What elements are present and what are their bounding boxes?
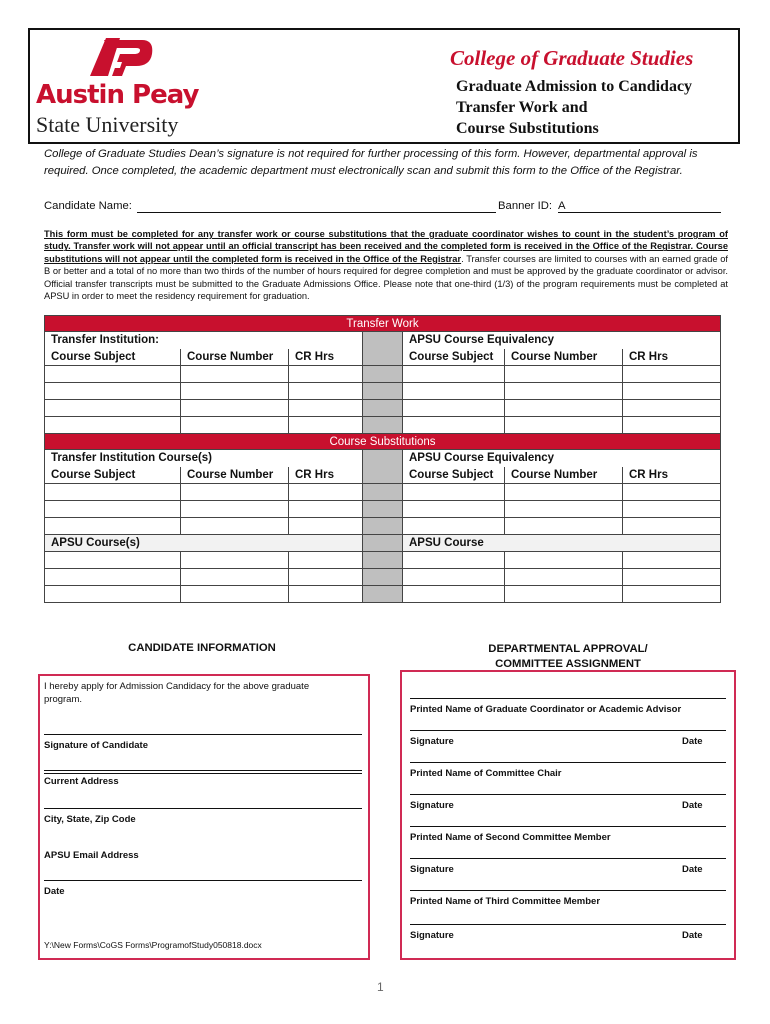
col-course-subject: Course Subject xyxy=(45,349,181,366)
coordinator-signature-label: Signature xyxy=(410,736,454,747)
table-row xyxy=(45,586,721,603)
chair-signature-line[interactable] xyxy=(410,794,726,795)
col-apsu-course-subject-2: Course Subject xyxy=(403,467,505,484)
apsu-logo xyxy=(36,36,206,140)
form-title-line-1: Graduate Admission to Candidacy xyxy=(456,78,693,95)
apsu-equivalency-label: APSU Course Equivalency xyxy=(403,332,721,349)
candidate-name-label: Candidate Name: xyxy=(44,200,132,212)
banner-id-label: Banner ID: xyxy=(498,200,553,212)
signature-label: Signature of Candidate xyxy=(44,740,148,751)
logo-austin-peay: Austin Peay xyxy=(36,80,199,110)
col-course-subject-2: Course Subject xyxy=(45,467,181,484)
logo-state-university: State University xyxy=(36,112,179,137)
chair-date-label: Date xyxy=(682,800,703,811)
chair-label: Printed Name of Committee Chair xyxy=(410,768,562,779)
dept-title-line-1: DEPARTMENTAL APPROVAL/ xyxy=(488,643,648,655)
col-course-number-2: Course Number xyxy=(181,467,289,484)
third-signature-label: Signature xyxy=(410,930,454,941)
course-substitutions-band: Course Substitutions xyxy=(45,434,721,450)
candidate-info-box xyxy=(38,674,370,960)
coordinator-signature-line[interactable] xyxy=(410,730,726,731)
transfer-institution-courses-label: Transfer Institution Course(s) xyxy=(45,450,363,467)
page-number: 1 xyxy=(377,980,384,994)
table-row xyxy=(45,501,721,518)
banner-id-value: A xyxy=(558,200,566,212)
intro-text: College of Graduate Studies Dean’s signature is not required for further processing of this form. However, departmental approval is required. Once completed, the academic department must electronically scan and submit this form to the Office of the Registrar. xyxy=(44,148,698,177)
table-row xyxy=(45,518,721,535)
col-apsu-cr-hrs: CR Hrs xyxy=(623,349,721,366)
table-row xyxy=(45,417,721,434)
form-title-line-3: Course Substitutions xyxy=(456,120,599,137)
second-date-label: Date xyxy=(682,864,703,875)
chair-signature-label: Signature xyxy=(410,800,454,811)
col-apsu-cr-hrs-2: CR Hrs xyxy=(623,467,721,484)
candidate-name-field[interactable] xyxy=(137,212,496,213)
transfer-work-band: Transfer Work xyxy=(45,316,721,332)
coordinator-line[interactable] xyxy=(410,698,726,699)
apsu-equivalency-label-2: APSU Course Equivalency xyxy=(403,450,721,467)
city-label: City, State, Zip Code xyxy=(44,814,136,825)
col-cr-hrs: CR Hrs xyxy=(289,349,363,366)
date-label: Date xyxy=(44,886,65,897)
divider-cell xyxy=(363,450,403,484)
dept-title-line-2: COMMITTEE ASSIGNMENT xyxy=(495,658,641,670)
table-row xyxy=(45,366,721,383)
third-member-label: Printed Name of Third Committee Member xyxy=(410,896,601,907)
chair-line[interactable] xyxy=(410,762,726,763)
second-member-label: Printed Name of Second Committee Member xyxy=(410,832,611,843)
city-line[interactable] xyxy=(44,808,362,809)
college-title: College of Graduate Studies xyxy=(450,46,694,70)
third-signature-line[interactable] xyxy=(410,924,726,925)
coordinator-date-label: Date xyxy=(682,736,703,747)
notice-text xyxy=(44,228,728,302)
apsu-courses-label: APSU Course(s) xyxy=(45,535,363,552)
divider-cell xyxy=(363,332,403,366)
dept-approval-title xyxy=(400,642,736,672)
ap-logo-icon xyxy=(86,36,156,78)
banner-id-field[interactable] xyxy=(558,212,721,213)
col-apsu-course-subject: Course Subject xyxy=(403,349,505,366)
address-line-2[interactable] xyxy=(44,773,362,774)
address-line-1[interactable] xyxy=(44,770,362,771)
apsu-course-label: APSU Course xyxy=(403,535,721,552)
email-label: APSU Email Address xyxy=(44,850,139,861)
table-row xyxy=(45,383,721,400)
transfer-institution-label: Transfer Institution: xyxy=(45,332,363,349)
transfer-work-table xyxy=(44,315,721,603)
table-row xyxy=(45,484,721,501)
email-line[interactable] xyxy=(44,880,362,881)
second-signature-line[interactable] xyxy=(410,858,726,859)
second-member-line[interactable] xyxy=(410,826,726,827)
notice-rest: . Transfer courses are limited to courses with an earned grade of B or better and a total of no more than two thirds of the number of hours required for degree completion and must be approved by the graduate coordinator or advisor. Official transfer transcripts must be submitted to the Graduate Admissions Office. Please note that one-third (1/3) of the program requirements must be completed at APSU in order to meet the residency requirement for graduation. xyxy=(44,253,728,302)
form-title-line-2: Transfer Work and xyxy=(456,99,588,116)
header-box xyxy=(28,28,740,144)
col-course-number: Course Number xyxy=(181,349,289,366)
dept-approval-box xyxy=(400,670,736,960)
form-title xyxy=(456,76,692,139)
third-date-label: Date xyxy=(682,930,703,941)
second-signature-label: Signature xyxy=(410,864,454,875)
third-member-line[interactable] xyxy=(410,890,726,891)
table-row xyxy=(45,569,721,586)
signature-line[interactable] xyxy=(44,734,362,735)
table-row xyxy=(45,552,721,569)
col-apsu-course-number-2: Course Number xyxy=(505,467,623,484)
coordinator-label: Printed Name of Graduate Coordinator or Academic Advisor xyxy=(410,704,682,715)
col-cr-hrs-2: CR Hrs xyxy=(289,467,363,484)
address-label: Current Address xyxy=(44,776,119,787)
table-row xyxy=(45,400,721,417)
application-statement: I hereby apply for Admission Candidacy for the above graduate program. xyxy=(44,681,310,705)
candidate-info-title: CANDIDATE INFORMATION xyxy=(128,642,276,654)
notice-bold: This form must be completed for any transfer work or course substitutions that the graduate coordinator wishes to count in the student’s program of study. Transfer work will not appear until an official transcript has been received and the completed form is received in the Office of the Registrar. Course substitutions will not appear until the completed form is received in the Office of the Registrar xyxy=(44,229,728,264)
col-apsu-course-number: Course Number xyxy=(505,349,623,366)
footer-file-path: Y:\New Forms\CoGS Forms\ProgramofStudy050818.docx xyxy=(44,940,262,950)
